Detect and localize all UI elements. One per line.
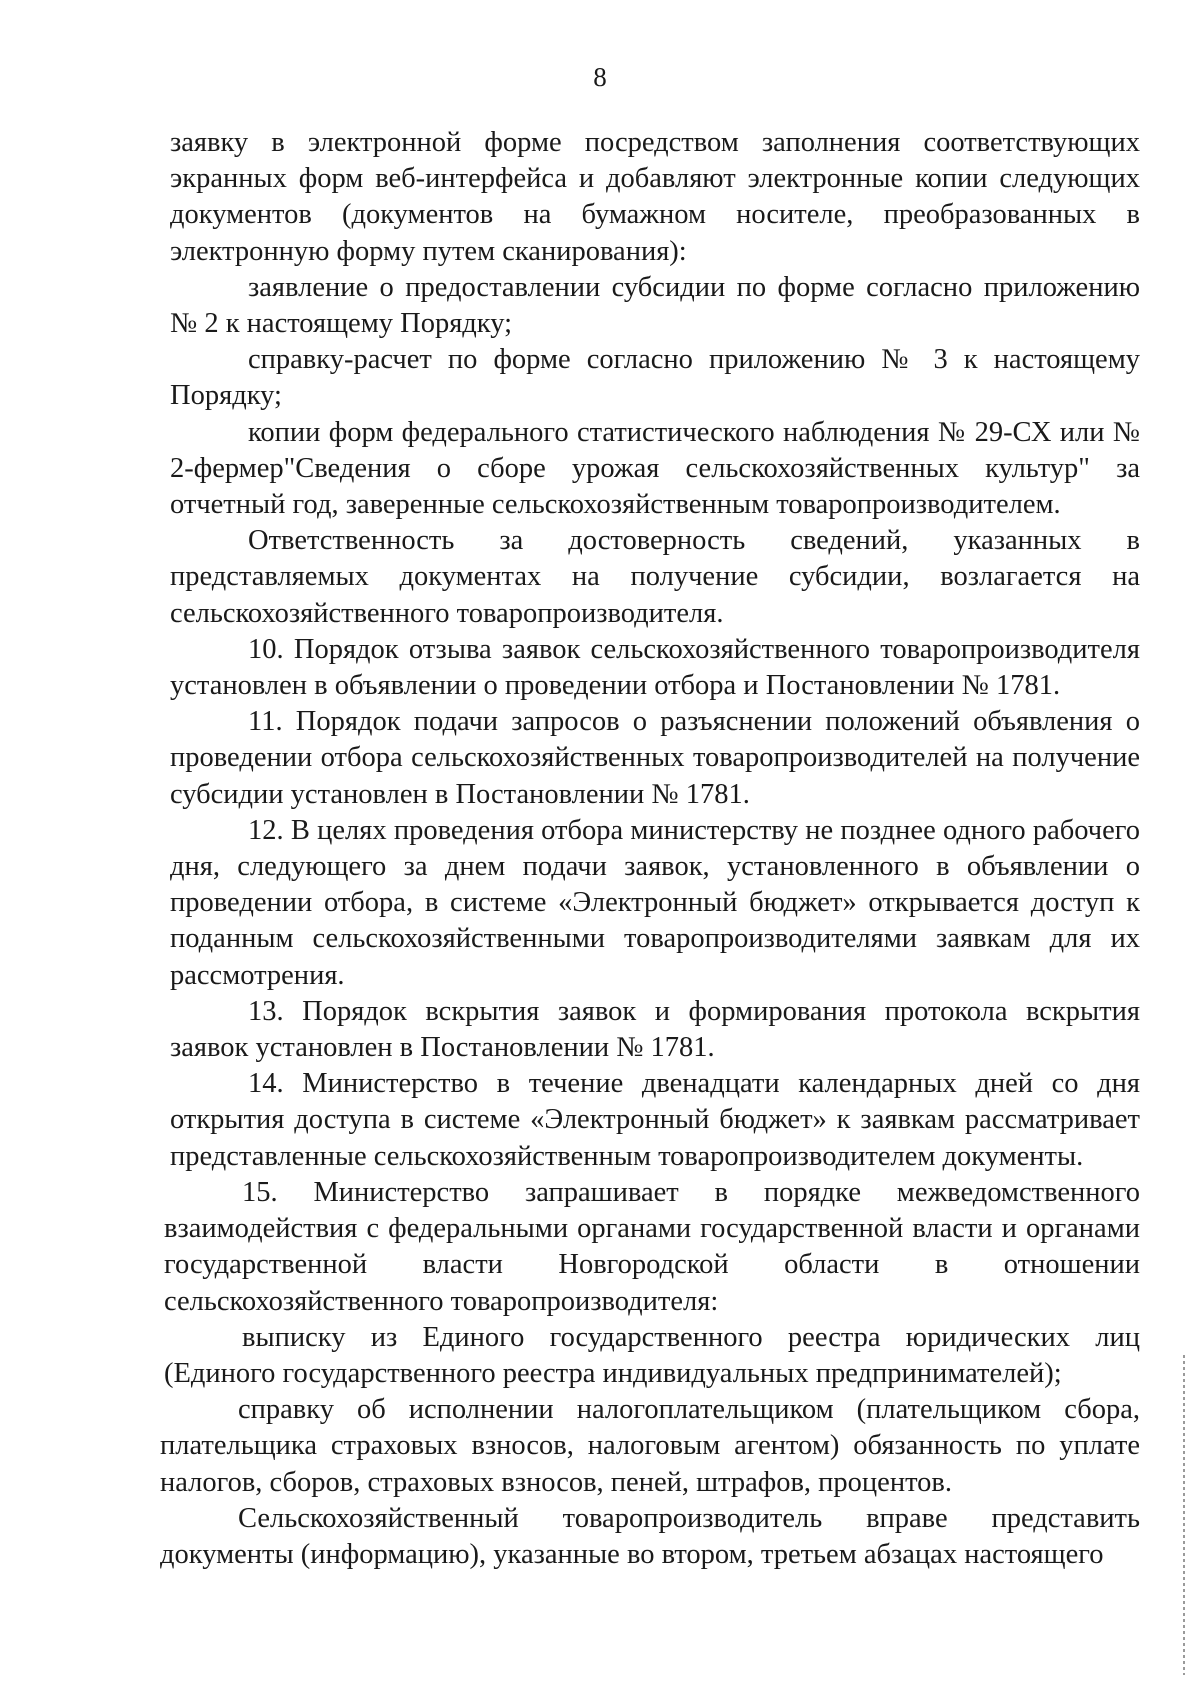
paragraph-item-12: 12. В целях проведения отбора министерству не позднее одного рабочего дня, следующего за днем подачи заявок, установленного в объявлении о проведении отбора, в системе «Электронный бюджет» открывается доступ к поданным сельскохозяйственными товаропроизводителями заявкам для их рассмотрения. <box>170 814 1140 991</box>
document-body <box>160 125 1140 1573</box>
paragraph-item-10: 10. Порядок отзыва заявок сельскохозяйственного товаропроизводителя установлен в объявлении о проведении отбора и Постановлении № 1781. <box>170 633 1140 702</box>
scan-edge-artifact <box>1183 1355 1185 1675</box>
paragraph-item-11: 11. Порядок подачи запросов о разъяснении положений объявления о проведении отбора сельскохозяйственных товаропроизводителей на получение субсидии установлен в Постановлении № 1781. <box>170 706 1140 810</box>
paragraph-application-statement: заявление о предоставлении субсидии по форме согласно приложению № 2 к настоящему Порядку; <box>170 271 1140 340</box>
paragraph-responsibility: Ответственность за достоверность сведений, указанных в представляемых документах на получение субсидии, возлагается на сельскохозяйственного товаропроизводителя. <box>170 525 1140 629</box>
paragraph-continuation: заявку в электронной форме посредством заполнения соответствующих экранных форм веб-интерфейса и добавляют электронные копии следующих документов (документов на бумажном носителе, преобразованных в электронную форму путем сканирования): <box>170 127 1140 267</box>
paragraph-calculation-certificate: справку-расчет по форме согласно приложению № 3 к настоящему Порядку; <box>170 344 1140 412</box>
paragraph-tax-certificate: справку об исполнении налогоплательщиком (плательщиком сбора, плательщика страховых взносов, налоговым агентом) обязанность по уплате налогов, сборов, страховых взносов, пеней, штрафов, процентов. <box>160 1394 1140 1498</box>
page-number: 8 <box>593 62 607 92</box>
paragraph-item-13: 13. Порядок вскрытия заявок и формирования протокола вскрытия заявок установлен в Постановлении № 1781. <box>170 995 1140 1064</box>
paragraph-item-14: 14. Министерство в течение двенадцати календарных дней со дня открытия доступа в системе «Электронный бюджет» к заявкам рассматривает представленные сельскохозяйственным товаропроизводителем документы. <box>170 1068 1140 1172</box>
paragraph-statistical-forms: копии форм федерального статистического наблюдения № 29-СХ или № 2-фермер"Сведения о сборе урожая сельскохозяйственных культур" за отчетный год, заверенные сельскохозяйственным товаропроизводителем. <box>170 416 1140 521</box>
paragraph-registry-extract: выписку из Единого государственного реестра юридических лиц (Единого государственного реестра индивидуальных предпринимателей); <box>164 1321 1140 1389</box>
paragraph-producer-right: Сельскохозяйственный товаропроизводитель вправе представить документы (информацию), указанные во втором, третьем абзацах настоящего <box>160 1502 1140 1570</box>
paragraph-item-15: 15. Министерство запрашивает в порядке межведомственного взаимодействия с федеральными органами государственной власти и органами государственной власти Новгородской области в отношении сельскохозяйственного товаропроизводителя: <box>164 1176 1140 1317</box>
